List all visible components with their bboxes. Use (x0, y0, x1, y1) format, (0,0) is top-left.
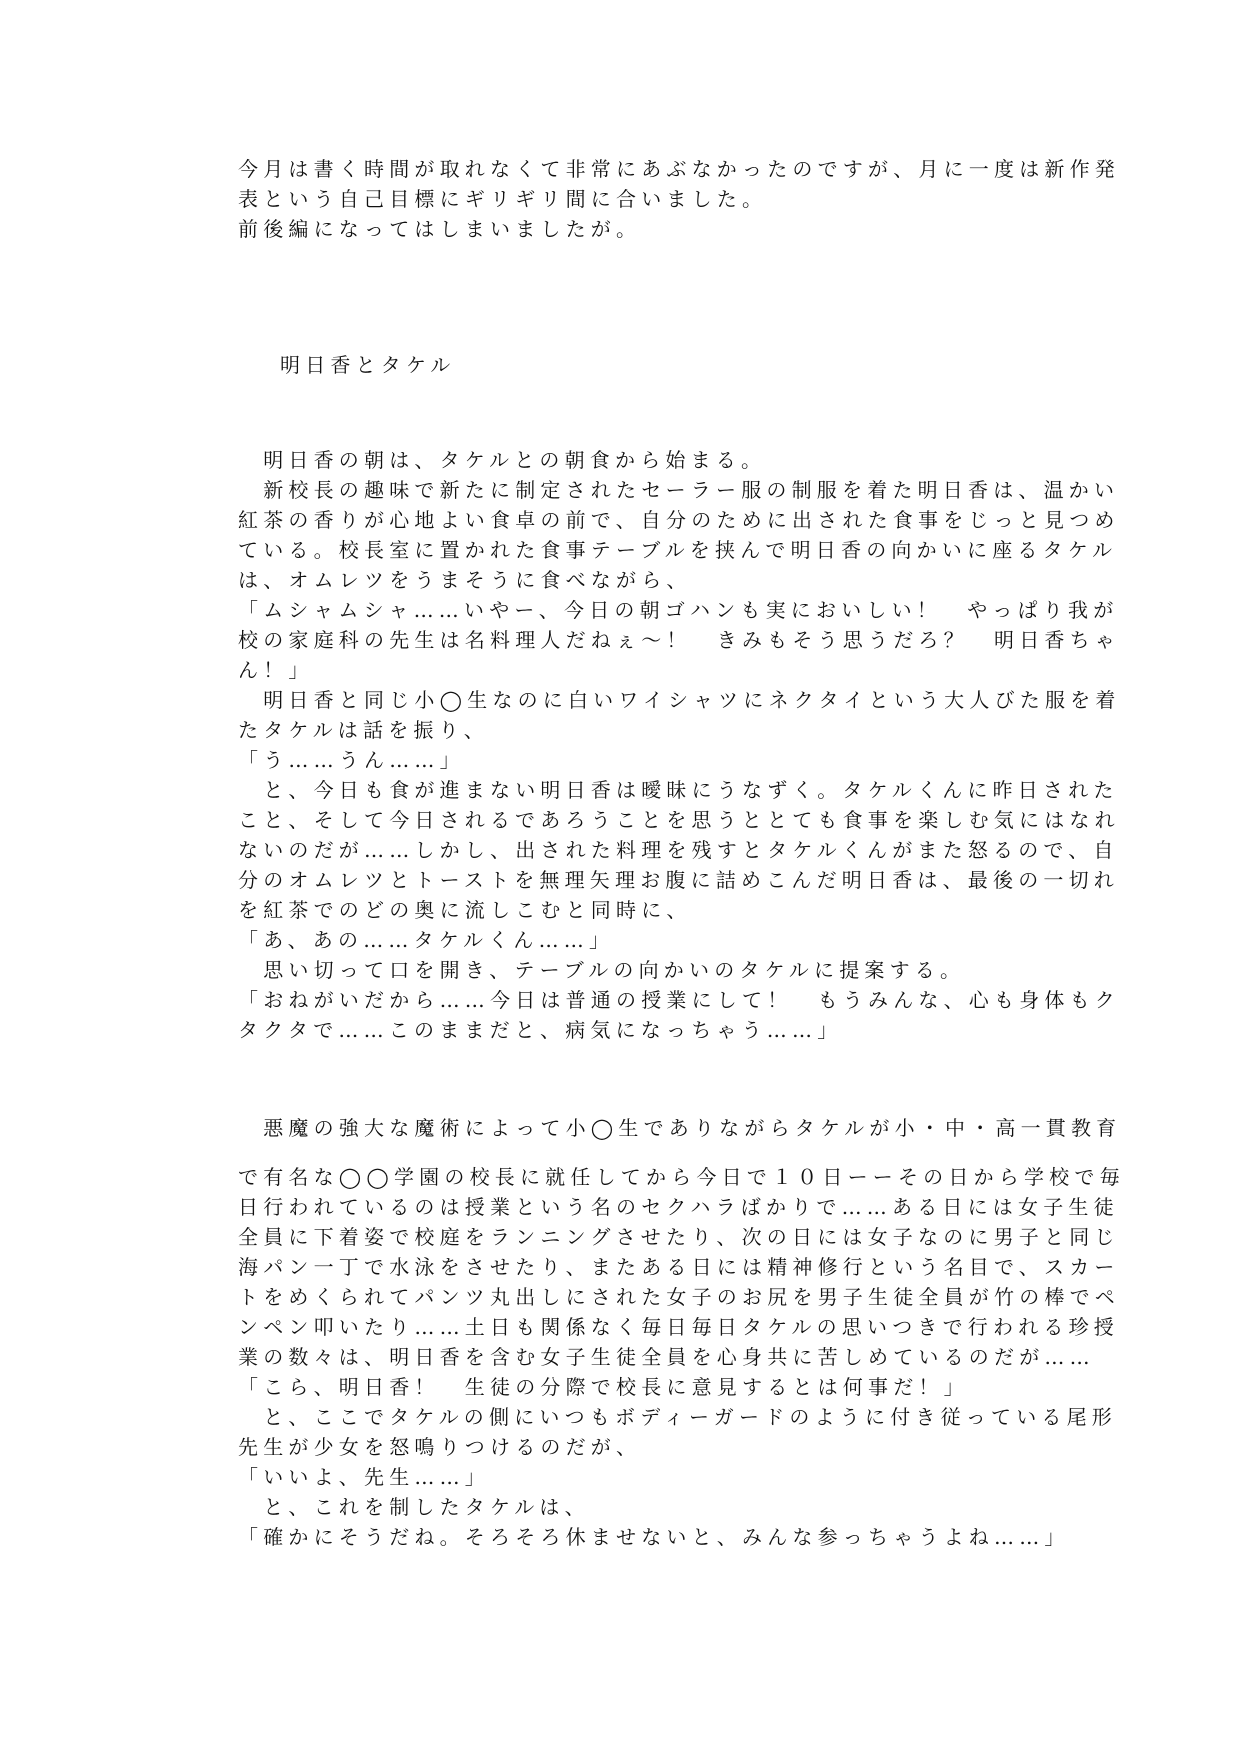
text-line: 紅茶の香りが心地よい食卓の前で、自分のために出された食事をじっと見つめ (238, 508, 1120, 532)
text-line: と、ここでタケルの側にいつもボディーガードのように付き従っている尾形 (238, 1405, 1117, 1429)
text-line: を紅茶でのどの奥に流しこむと同時に、 (238, 898, 692, 922)
text-line: 「おねがいだから……今日は普通の授業にして！ もうみんな、心も身体もク (238, 988, 1120, 1012)
text-line: と、今日も食が進まない明日香は曖昧にうなずく。タケルくんに昨日された (238, 778, 1119, 802)
text-line: と、これを制したタケルは、 (238, 1495, 590, 1519)
text-line: 「こら、明日香！ 生徒の分際で校長に意見するとは何事だ！」 (238, 1375, 969, 1399)
text-line: ん！」 (238, 658, 314, 682)
text-line: ている。校長室に置かれた食事テーブルを挟んで明日香の向かいに座るタケル (238, 538, 1118, 562)
text-line: 前後編になってはしまいましたが。 (238, 217, 642, 241)
text-line: 「ムシャムシャ……いやー、今日の朝ゴハンも実においしい！ やっぱり我が (238, 598, 1119, 622)
text-line: で有名な◯◯学園の校長に就任してから今日で１０日ーーその日から学校で毎 (238, 1165, 1125, 1189)
text-line: 「あ、あの……タケルくん……」 (238, 928, 615, 952)
text-line: 「う……うん……」 (238, 748, 465, 772)
text-line: たタケルは話を振り、 (238, 718, 489, 742)
text-line: 海パン一丁で水泳をさせたり、またある日には精神修行という名目で、スカー (238, 1255, 1120, 1279)
text-line: 校の家庭科の先生は名料理人だねぇ〜！ きみもそう思うだろ？ 明日香ちゃ (238, 628, 1120, 652)
story-body-part-1 (238, 445, 1121, 1045)
text-line: 先生が少女を怒鳴りつけるのだが、 (238, 1435, 642, 1459)
text-line: 新校長の趣味で新たに制定されたセーラー服の制服を着た明日香は、温かい (238, 478, 1120, 502)
text-line: 思い切って口を開き、テーブルの向かいのタケルに提案する。 (238, 958, 966, 982)
text-line: ンペン叩いたり……土日も関係なく毎日毎日タケルの思いつきで行われる珍授 (238, 1315, 1119, 1339)
author-note (238, 154, 1120, 244)
text-line: は、オムレツをうまそうに食べながら、 (238, 568, 692, 592)
title-text: 明日香とタケル (280, 353, 456, 377)
text-line: ないのだが……しかし、出された料理を残すとタケルくんがまた怒るので、自 (238, 838, 1119, 862)
text-line: タクタで……このままだと、病気になっちゃう……」 (238, 1018, 843, 1042)
text-line: トをめくられてパンツ丸出しにされた女子のお尻を男子生徒全員が竹の棒でペ (238, 1285, 1120, 1309)
text-line: 「確かにそうだね。そろそろ休ませないと、みんな参っちゃうよね……」 (238, 1525, 1070, 1549)
text-line: 業の数々は、明日香を含む女子生徒全員を心身共に苦しめているのだが…… (238, 1345, 1095, 1369)
text-line: 明日香と同じ小◯生なのに白いワイシャツにネクタイという大人びた服を着 (238, 688, 1121, 712)
text-line: 日行われているのは授業という名のセクハラばかりで……ある日には女子生徒 (238, 1195, 1119, 1219)
text-line: 分のオムレツとトーストを無理矢理お腹に詰めこんだ明日香は、最後の一切れ (238, 868, 1119, 892)
story-body-part-2 (238, 1113, 1125, 1552)
text-line: 明日香の朝は、タケルとの朝食から始まる。 (238, 448, 767, 472)
text-line: こと、そして今日されるであろうことを思うととても食事を楽しむ気にはなれ (238, 808, 1120, 832)
text-line: 表という自己目標にギリギリ間に合いました。 (238, 187, 768, 211)
text-line: 「いいよ、先生……」 (238, 1465, 490, 1489)
text-line: 悪魔の強大な魔術によって小◯生でありながらタケルが小・中・高一貫教育 (238, 1116, 1122, 1140)
text-line: 全員に下着姿で校庭をランニングさせたり、次の日には女子なのに男子と同じ (238, 1225, 1120, 1249)
text-line: 今月は書く時間が取れなくて非常にあぶなかったのですが、月に一度は新作発 (238, 157, 1120, 181)
story-title (280, 350, 455, 380)
